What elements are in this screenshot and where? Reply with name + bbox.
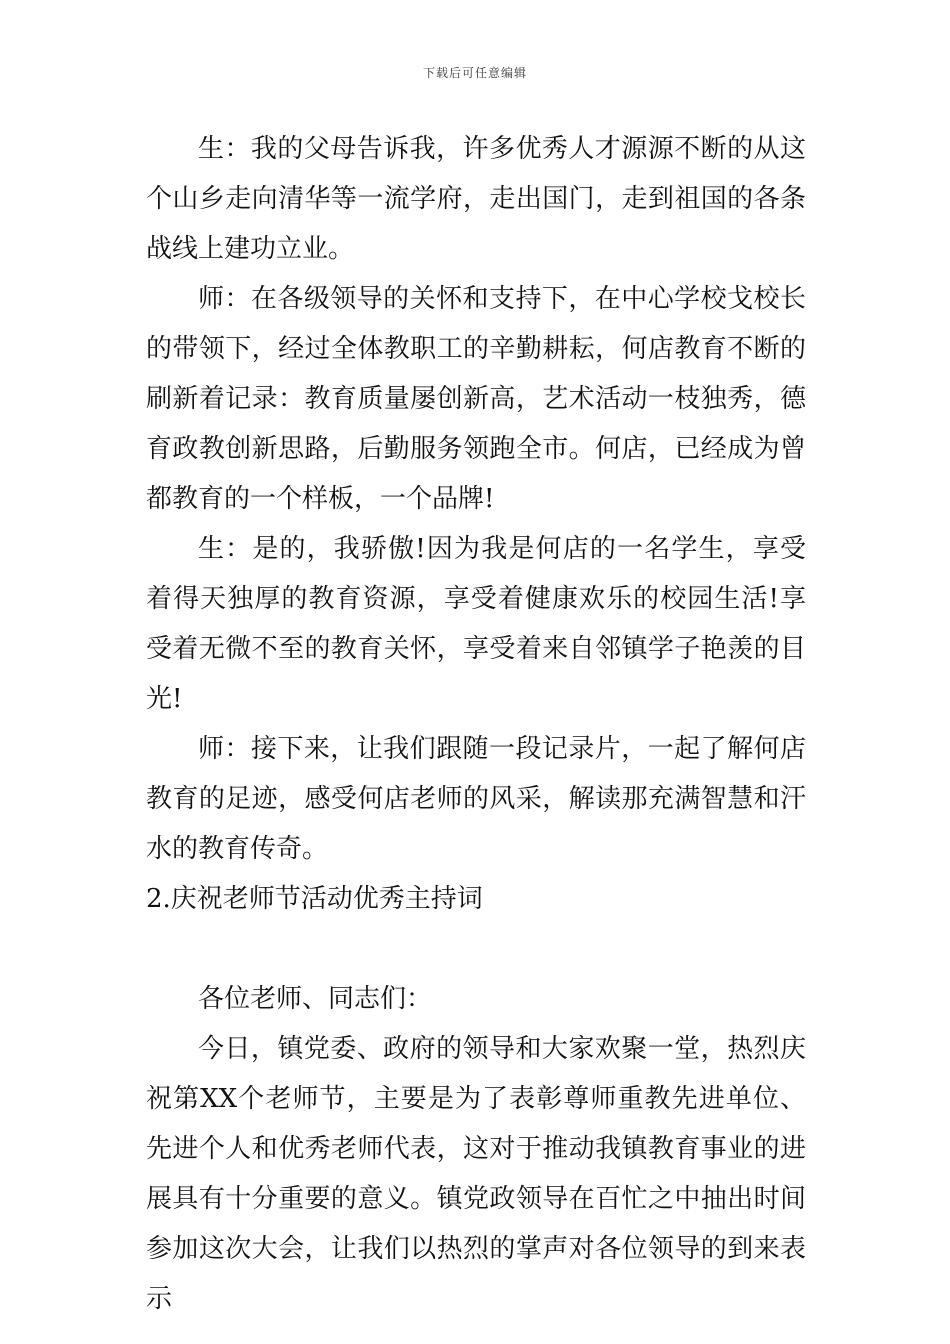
paragraph-opening: 今日，镇党委、政府的领导和大家欢聚一堂，热烈庆祝第XX个老师节，主要是为了表彰尊师重教先进单位、先进个人和优秀老师代表，这对于推动我镇教育事业的进展具有十分重要的意义。镇党政领导在百忙之中抽出时间参加这次大会，让我们以热烈的掌声对各位领导的到来表示 xyxy=(146,1034,806,1314)
paragraph-teacher-2: 师：接下来，让我们跟随一段记录片，一起了解何店教育的足迹，感受何店老师的风采，解读那充满智慧和汗水的教育传奇。 xyxy=(146,734,806,864)
document-body xyxy=(146,124,806,1324)
section-spacer xyxy=(146,924,806,974)
page-header-note: 下载后可任意编辑 xyxy=(422,66,527,80)
paragraph-greeting: 各位老师、同志们： xyxy=(198,984,433,1014)
paragraph-teacher-1: 师：在各级领导的关怀和支持下，在中心学校戈校长的带领下，经过全体教职工的辛勤耕耘，何店教育不断的刷新着记录：教育质量屡创新高，艺术活动一枝独秀，德育政教创新思路，后勤服务领跑全市。何店，已经成为曾都教育的一个样板，一个品牌! xyxy=(146,284,806,514)
paragraph-student-2: 生：是的，我骄傲!因为我是何店的一名学生，享受着得天独厚的教育资源，享受着健康欢乐的校园生活!享受着无微不至的教育关怀，享受着来自邻镇学子艳羡的目光! xyxy=(146,534,806,714)
section-heading: 2.庆祝老师节活动优秀主持词 xyxy=(146,884,483,914)
paragraph-student-1: 生：我的父母告诉我，许多优秀人才源源不断的从这个山乡走向清华等一流学府，走出国门，走到祖国的各条战线上建功立业。 xyxy=(146,134,806,264)
